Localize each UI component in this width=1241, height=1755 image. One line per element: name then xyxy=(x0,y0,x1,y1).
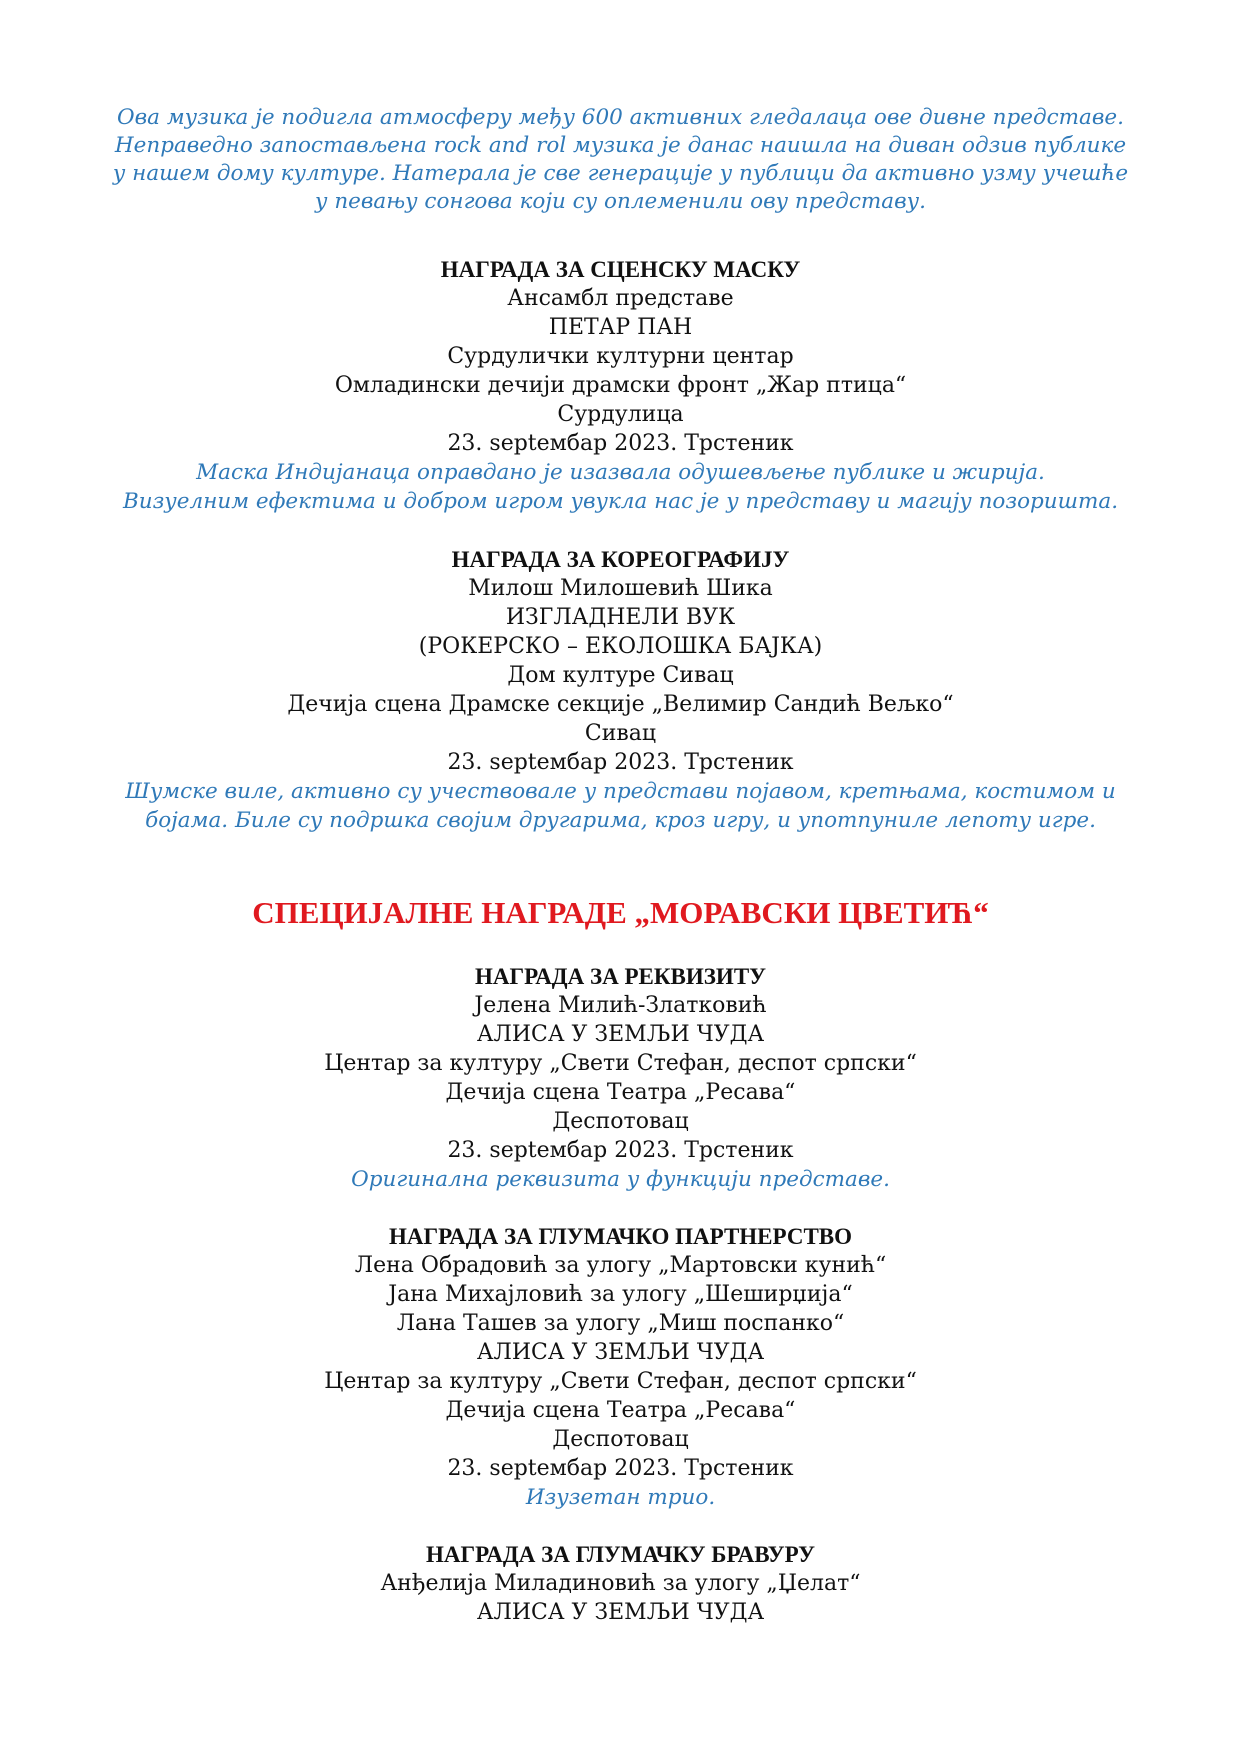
intro-line: Ова музика је подигла атмосферу међу 600 активних гледалаца ове дивне представе. xyxy=(117,105,1124,130)
award-line: (РОКЕРСКО – ЕКОЛОШКА БАЈКА) xyxy=(418,634,823,659)
award-line: Центар за културу „Свети Стефан, деспот српски“ xyxy=(324,1369,917,1394)
award-title: НАГРАДА ЗА РЕКВИЗИТУ xyxy=(474,964,767,989)
intro-line: у нашем дому културе. Натерала је све генерације у публици да активно узму учешће xyxy=(112,161,1129,186)
award-line: Центар за културу „Свети Стефан, деспот српски“ xyxy=(324,1051,917,1076)
award-line: Дечија сцена Драмске секције „Велимир Сандић Вељко“ xyxy=(287,692,954,717)
award-line: ИЗГЛАДНЕЛИ ВУК xyxy=(505,605,736,630)
award-line: Омладински дечији драмски фронт „Жар птица“ xyxy=(334,373,907,398)
award-line: Лена Обрадовић за улогу „Мартовски кунић“ xyxy=(354,1253,887,1278)
award-line: Јана Михајловић за улогу „Шеширџија“ xyxy=(388,1282,853,1307)
award-title: НАГРАДА ЗА КОРЕОГРАФИЈУ xyxy=(451,547,790,572)
award-line: Анђелија Миладиновић за улогу „Џелат“ xyxy=(380,1571,861,1596)
award-line: Ансамбл представе xyxy=(507,286,734,311)
award-title: НАГРАДА ЗА СЦЕНСКУ МАСКУ xyxy=(440,257,801,282)
award-note: Маска Индијанаца оправдано је изазвала одушевљење публике и жирија. xyxy=(196,460,1045,485)
award-note: бојама. Биле су подршка својим другарима, кроз игру, и употпуниле лепоту игре. xyxy=(145,808,1096,833)
award-line: Дом културе Сивац xyxy=(507,663,734,688)
award-line: Сурдулица xyxy=(557,402,684,427)
award-note: Шумске виле, активно су учествовале у представи појавом, кретњама, костимом и xyxy=(125,779,1116,804)
award-title: НАГРАДА ЗА ГЛУМАЧКУ БРАВУРУ xyxy=(426,1542,815,1567)
award-line: АЛИСА У ЗЕМЉИ ЧУДА xyxy=(476,1022,765,1047)
award-line: Деспотовац xyxy=(552,1109,689,1134)
award-stage-mask xyxy=(0,255,1241,516)
award-line: 23. septембар 2023. Трстеник xyxy=(447,431,794,456)
award-line: Јелена Милић-Златковић xyxy=(474,993,767,1018)
award-note: Оригинална реквизита у функцији представе. xyxy=(351,1167,890,1192)
award-line: Милош Милошевић Шика xyxy=(468,576,773,601)
award-line: АЛИСА У ЗЕМЉИ ЧУДА xyxy=(476,1340,765,1365)
award-choreography xyxy=(0,545,1241,835)
award-line: 23. septембар 2023. Трстеник xyxy=(447,1456,794,1481)
award-line: Дечија сцена Театра „Ресава“ xyxy=(445,1080,796,1105)
award-note: Визуелним ефектима и добром игром увукла нас је у представу и магију позоришта. xyxy=(122,489,1119,514)
award-acting-bravura xyxy=(0,1540,1241,1627)
award-line: Деспотовац xyxy=(552,1427,689,1452)
award-props xyxy=(0,962,1241,1194)
award-line: 23. septембар 2023. Трстеник xyxy=(447,750,794,775)
intro-line: Неправедно запостављена rock and rol музика је данас наишла на диван одзив публике xyxy=(114,133,1127,158)
intro-line: у певању сонгова који су оплеменили ову представу. xyxy=(315,189,926,214)
award-line: Сурдулички културни центар xyxy=(447,344,794,369)
award-acting-partnership xyxy=(0,1222,1241,1512)
award-line: Лана Ташев за улогу „Миш поспанко“ xyxy=(396,1311,845,1336)
intro-paragraph xyxy=(0,104,1241,216)
special-awards-heading: СПЕЦИЈАЛНЕ НАГРАДЕ „МОРАВСКИ ЦВЕТИЋ“ xyxy=(252,895,989,930)
award-line: Дечија сцена Театра „Ресава“ xyxy=(445,1398,796,1423)
award-line: АЛИСА У ЗЕМЉИ ЧУДА xyxy=(476,1600,765,1625)
award-line: 23. septембар 2023. Трстеник xyxy=(447,1138,794,1163)
award-line: ПЕТАР ПАН xyxy=(548,315,693,340)
award-line: Сивац xyxy=(584,721,657,746)
award-title: НАГРАДА ЗА ГЛУМАЧКО ПАРТНЕРСТВО xyxy=(388,1224,853,1249)
award-note: Изузетан трио. xyxy=(525,1485,716,1510)
